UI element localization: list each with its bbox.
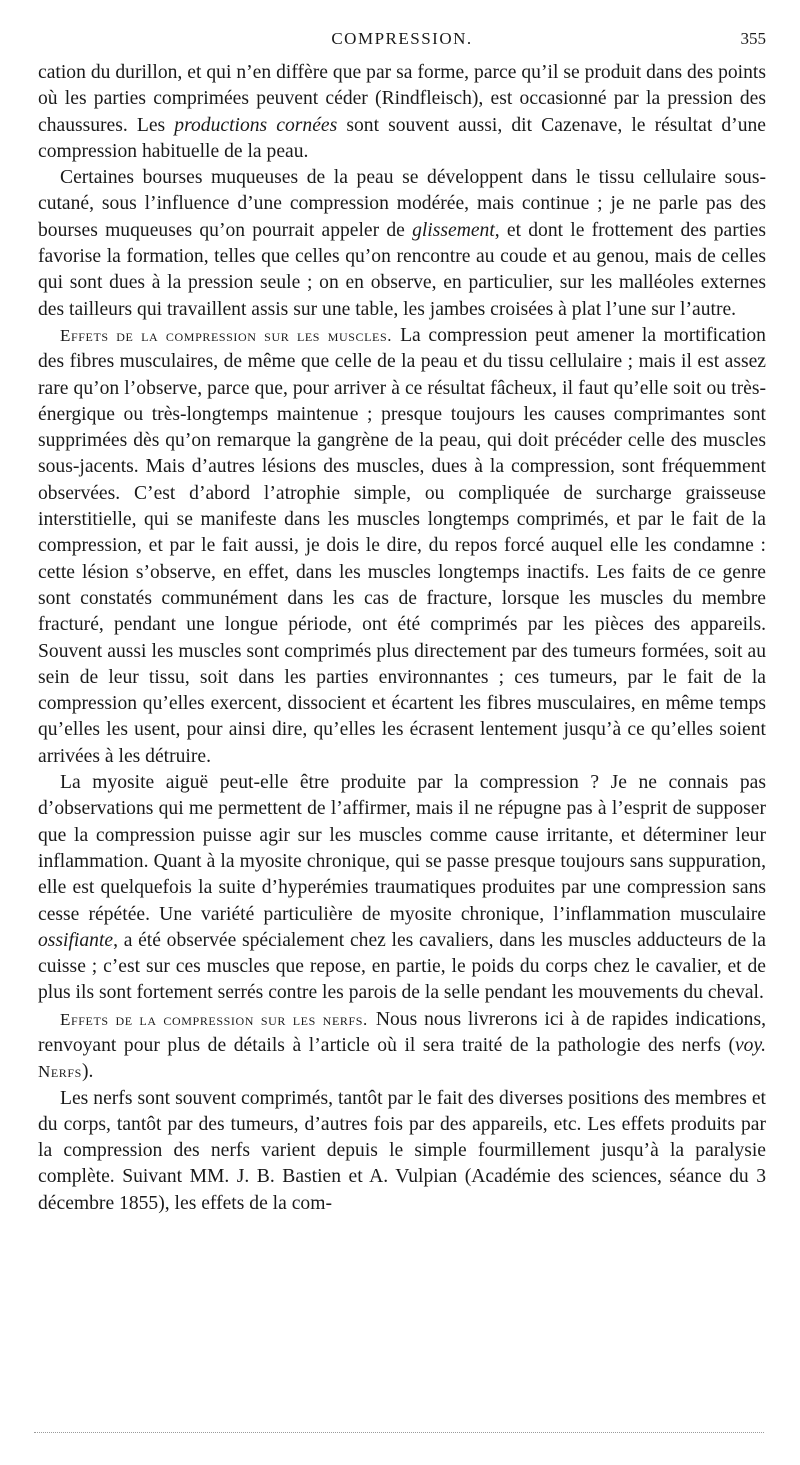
italic-text: productions cornées (174, 114, 338, 136)
text-run: Nous nous livrerons ici à de rapides indications, renvoyant pour plus de détails à l’article où il sera traité de la pathologie des nerfs ( (38, 1008, 766, 1056)
text-run: Certaines bourses muqueuses de la peau se développent dans le tissu cellulaire sous-cutané, sous l’influence d’une compression modérée, mais continue ; je ne parle pas des bourses muqueuses qu’on pourrait appeler de (38, 167, 766, 241)
text-run: Les nerfs sont souvent comprimés, tantôt par le fait des diverses positions des membres et du corps, tantôt par des tumeurs, d’autres fois par des appareils, etc. Les effets produits par la compression des nerfs varient depuis le simple fourmillement jusqu’à la paralysie complète. Suivant MM. J. B. Bastien et A. Vulpian (Académie des sciences, séance du 3 décembre 1855), les effets de la com- (38, 1087, 766, 1214)
paragraph (38, 770, 766, 1007)
text-run: sont souvent aussi, dit Cazenave, le résultat d’une compression habituelle de la peau. (38, 114, 766, 162)
paragraph (38, 1086, 766, 1217)
paragraph (38, 60, 766, 165)
text-run: ). (81, 1061, 94, 1083)
paragraph (38, 1007, 766, 1086)
text-run: cation du durillon, et qui n’en diffère que par sa forme, parce qu’il se produit dans des points où les parties comprimées peuvent céder (Rindfleisch), est occasionné par la pression des chaussures. Les (38, 62, 766, 136)
paragraph (38, 323, 766, 770)
body-text (38, 60, 766, 1217)
italic-text: voy. (734, 1034, 766, 1056)
page-number: 355 (740, 29, 766, 48)
bottom-rule (34, 1432, 764, 1434)
running-head (38, 26, 766, 56)
section-heading: Effets de la compression sur les muscles. (60, 325, 393, 345)
text-run: La myosite aiguë peut-elle être produite par la compression ? Je ne connais pas d’observations qui me permettent de l’affirmer, mais il ne répugne pas à l’esprit de supposer que la compression puisse agir sur les muscles comme cause irritante, et déterminer leur inflammation. Quant à la myosite chronique, qui se passe presque toujours sans suppuration, elle est quelquefois la suite d’hyperémies traumatiques produites par une compression sans cesse répétée. Une variété particulière de myosite chronique, l’inflammation musculaire (38, 772, 766, 925)
section-heading: Effets de la compression sur les nerfs. (60, 1009, 368, 1029)
text-run: , a été observée spécialement chez les cavaliers, dans les muscles adducteurs de la cuisse ; c’est sur ces muscles que repose, en partie, le poids du corps chez le cavalier, et de plus ils sont fortement serrés contre les parois de la selle pendant les mouvements du cheval. (38, 929, 766, 1004)
small-caps-text: Nerfs (38, 1062, 82, 1082)
italic-text: glissement (412, 219, 495, 241)
italic-text: ossifiante (38, 929, 114, 951)
text-run: , et dont le frottement des parties favorise la formation, telles que celles qu’on rencontre au coude et au genou, mais de celles qui sont dues à la pression seule ; on en observe, en particulier, sur les malléoles externes des tailleurs qui travaillent assis sur une table, les jambes croisées à plat l’une sur l’autre. (38, 219, 766, 320)
running-head-title: COMPRESSION. (331, 29, 473, 48)
text-run: La compression peut amener la mortification des fibres musculaires, de même que celle de la peau et du tissu cellulaire ; mais il est assez rare qu’on l’observe, parce que, pour arriver à ce résultat fâcheux, il faut qu’elle soit ou très-énergique ou très-longtemps maintenue ; presque toujours les causes comprimantes sont supprimées dès qu’on remarque la gangrène de la peau, qui doit précéder celle des muscles sous-jacents. Mais d’autres lésions des muscles, dues à la compression, sont fréquemment observées. C’est d’abord l’atrophie simple, ou compliquée de surcharge graisseuse interstitielle, qui se manifeste dans les muscles longtemps comprimés, et par le fait de la compression, et par le fait aussi, je dois le dire, du repos forcé auquel elle les condamne : cette lésion s’observe, en effet, dans les muscles longtemps inactifs. Les faits de ce genre sont constatés communément dans les cas de fracture, lorsque les muscles du membre fracturé, pendant une longue période, ont été comprimés par les pièces des appareils. Souvent aussi les muscles sont comprimés plus directement par des tumeurs formées, soit au sein de leur tissu, soit dans les parties environnantes ; ces tumeurs, par le fait de la compression qu’elles exercent, dissocient et écartent les fibres musculaires, en même temps qu’elles les usent, pour ainsi dire, qu’elles les écrasent lentement jusqu’à ce qu’elles soient arrivées à les détruire. (38, 324, 766, 767)
paragraph (38, 165, 766, 323)
page (38, 26, 766, 1217)
